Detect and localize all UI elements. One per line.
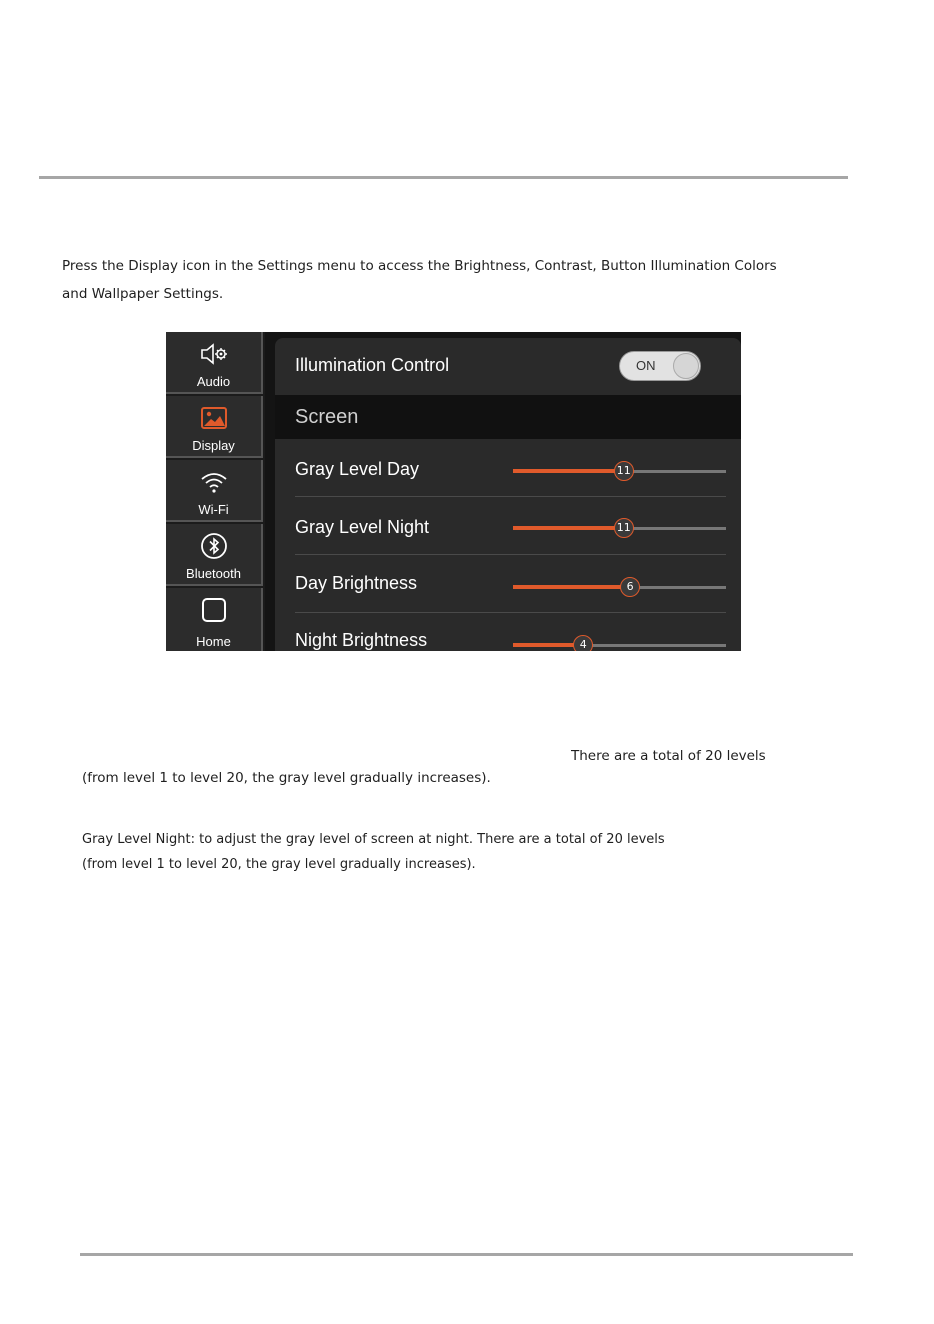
gray-level-night-note-line-1: Gray Level Night: to adjust the gray level of screen at night. There are a total of 20 levels [82, 832, 665, 847]
row-divider [295, 612, 726, 613]
gray-level-night-slider[interactable] [513, 518, 726, 538]
display-settings-screenshot [166, 332, 741, 651]
row-divider [295, 554, 726, 555]
slider-fill [513, 469, 624, 473]
section-header-label: Screen [295, 406, 359, 428]
sidebar-item-bluetooth[interactable] [166, 524, 263, 586]
sidebar-label: Wi-Fi [198, 502, 229, 517]
illumination-toggle[interactable] [619, 351, 701, 381]
sidebar-label: Home [196, 634, 231, 649]
intro-line-2: and Wallpaper Settings. [62, 286, 224, 302]
sidebar-item-home[interactable] [166, 588, 263, 651]
sidebar-item-wifi[interactable] [166, 460, 263, 522]
sidebar-item-display[interactable] [166, 396, 263, 458]
picture-icon [166, 404, 261, 432]
slider-fill [513, 526, 624, 530]
wifi-icon [166, 468, 261, 496]
settings-sidebar [166, 332, 265, 651]
settings-panel [275, 338, 741, 651]
bottom-rule [80, 1253, 853, 1256]
toggle-state: ON [636, 358, 656, 373]
section-header-screen [275, 395, 741, 439]
gray-level-day-note-tail: There are a total of 20 levels [571, 748, 766, 764]
setting-label: Gray Level Day [295, 459, 420, 479]
sidebar-label: Bluetooth [186, 566, 241, 581]
gray-level-night-note-line-2: (from level 1 to level 20, the gray level gradually increases). [82, 857, 476, 872]
row-divider [295, 496, 726, 497]
slider-fill [513, 585, 630, 589]
intro-line-1: Press the Display icon in the Settings menu to access the Brightness, Contrast, Button Illumination Colors [62, 258, 777, 274]
sidebar-label: Display [192, 438, 235, 453]
home-square-icon [166, 596, 261, 624]
illumination-control-label: Illumination Control [295, 355, 450, 375]
day-brightness-slider[interactable] [513, 577, 726, 597]
slider-thumb[interactable]: 4 [573, 635, 593, 651]
bluetooth-icon [166, 532, 261, 560]
setting-label: Day Brightness [295, 573, 418, 593]
slider-thumb[interactable]: 6 [620, 577, 640, 597]
slider-thumb[interactable]: 11 [614, 518, 634, 538]
sidebar-label: Audio [196, 374, 231, 389]
gray-level-day-slider[interactable] [513, 461, 726, 481]
toggle-knob [673, 353, 699, 379]
slider-thumb[interactable]: 11 [614, 461, 634, 481]
night-brightness-slider[interactable] [513, 635, 726, 651]
speaker-gear-icon [166, 340, 261, 368]
top-rule [39, 176, 848, 179]
gray-level-day-note-line-2: (from level 1 to level 20, the gray level gradually increases). [82, 770, 491, 786]
setting-label: Gray Level Night [295, 517, 430, 537]
sidebar-item-audio[interactable] [166, 332, 263, 394]
setting-label: Night Brightness [295, 630, 428, 650]
